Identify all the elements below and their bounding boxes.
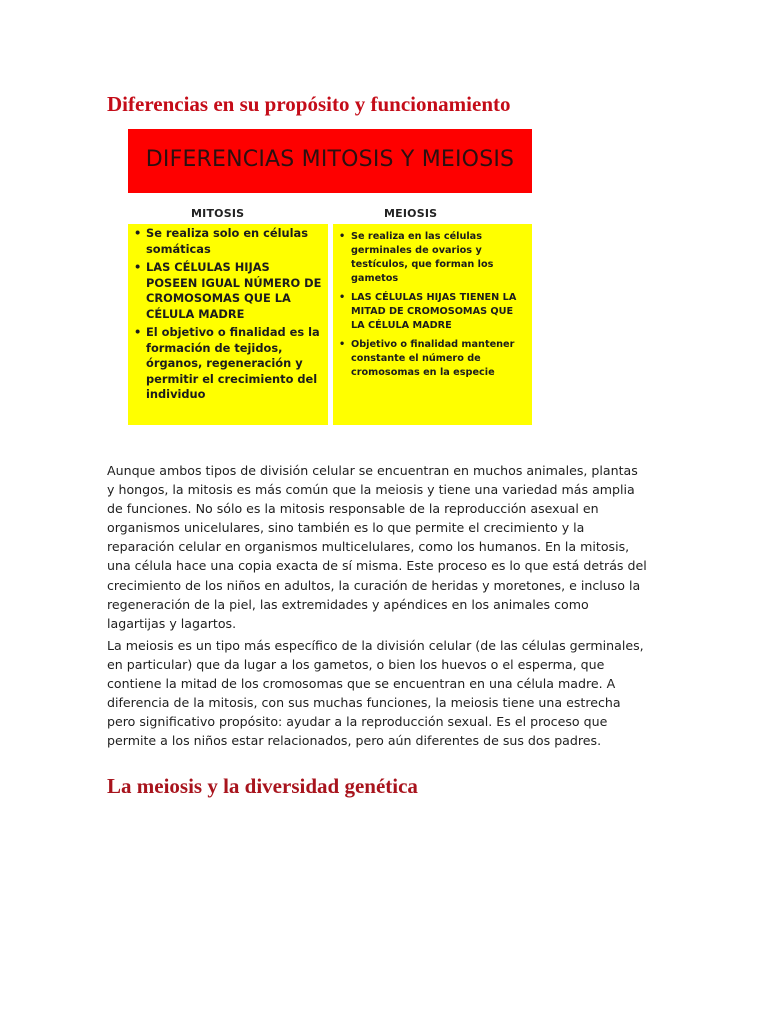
mitosis-list bbox=[128, 224, 328, 403]
meiosis-list bbox=[333, 224, 532, 380]
infographic-banner bbox=[128, 129, 532, 193]
meiosis-item: • Objetivo o finalidad mantener constante el número de cromosomas en la especie bbox=[351, 338, 528, 380]
meiosis-item: • Se realiza en las células germinales de ovarios y testículos, que forman los gametos bbox=[351, 230, 528, 286]
meiosis-item: • LAS CÉLULAS HIJAS TIENEN LA MITAD DE CROMOSOMAS QUE LA CÉLULA MADRE bbox=[351, 291, 528, 333]
section-heading-differences: Diferencias en su propósito y funcionamiento bbox=[107, 92, 511, 116]
mitosis-item: • Se realiza solo en células somáticas bbox=[146, 226, 324, 257]
meiosis-column-heading: MEIOSIS bbox=[384, 207, 438, 220]
meiosis-panel bbox=[333, 224, 532, 425]
body-paragraph-mitosis: Aunque ambos tipos de división celular se encuentran en muchos animales, plantas y hongos, la mitosis es más común que la meiosis y tiene una variedad más amplia de funciones. No sólo es la mitosis responsable de la reproducción asexual en organismos unicelulares, sino también es lo que permite el crecimiento y la reparación celular en organismos multicelulares, como los humanos. En la mitosis, una célula hace una copia exacta de sí misma. Este proceso es lo que está detrás del crecimiento de los niños en adultos, la curación de heridas y moretones, e incluso la regeneración de la piel, las extremidades y apéndices en los animales como lagartijas y lagartos. bbox=[107, 463, 647, 631]
mitosis-meiosis-infographic bbox=[128, 129, 532, 427]
mitosis-item: • El objetivo o finalidad es la formación de tejidos, órganos, regeneración y permitir el crecimiento del individuo bbox=[146, 325, 324, 403]
infographic-title: DIFERENCIAS MITOSIS Y MEIOSIS bbox=[145, 147, 515, 172]
mitosis-panel bbox=[128, 224, 328, 425]
mitosis-column-heading: MITOSIS bbox=[191, 207, 245, 220]
body-paragraph-meiosis: La meiosis es un tipo más específico de la división celular (de las células germinales, en particular) que da lugar a los gametos, o bien los huevos o el esperma, que contiene la mitad de los cromosomas que se encuentran en una célula madre. A diferencia de la mitosis, con sus muchas funciones, la meiosis tiene una estrecha pero significativo propósito: ayudar a la reproducción sexual. Es el proceso que permite a los niños estar relacionados, pero aún diferentes de sus dos padres. bbox=[107, 638, 644, 749]
mitosis-item: • LAS CÉLULAS HIJAS POSEEN IGUAL NÚMERO DE CROMOSOMAS QUE LA CÉLULA MADRE bbox=[146, 260, 324, 322]
section-heading-genetic-diversity: La meiosis y la diversidad genética bbox=[107, 774, 418, 798]
